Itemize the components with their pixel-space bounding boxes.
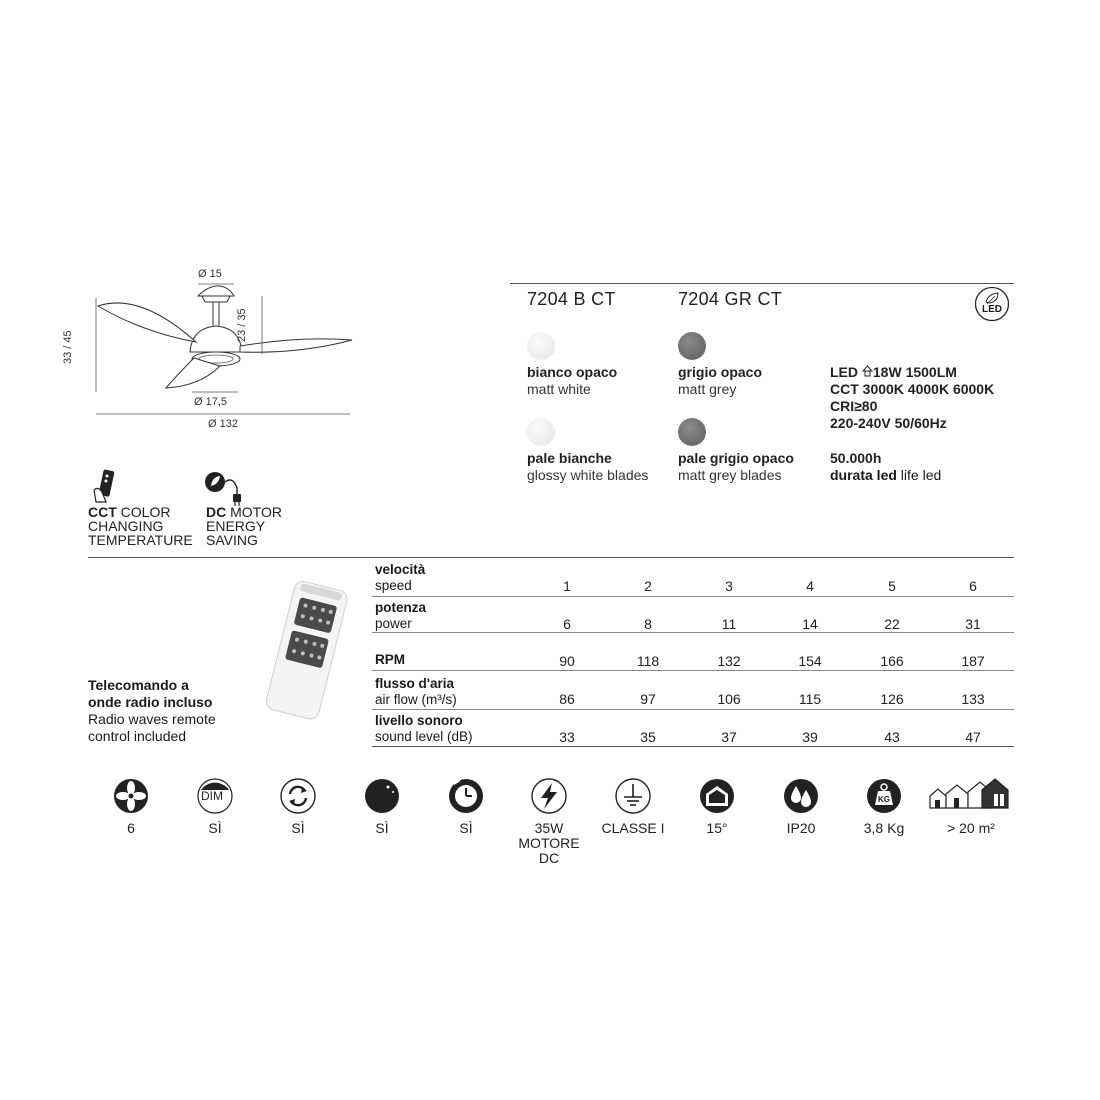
ip-rating-icon [779,776,829,816]
table-cell: 90 [559,653,575,669]
table-row-sound-label [375,713,473,745]
row-power-it: potenza [375,600,427,615]
table-cell: 31 [965,616,981,632]
table-bottom-divider [372,746,1014,747]
feature-cct-l2: CHANGING [88,518,164,534]
table-cell: 6 [969,578,977,594]
feature-dc-l2: ENERGY [206,518,266,534]
row-speed-it: velocità [375,562,426,577]
row-rpm-it: RPM [375,652,405,667]
table-cell: 166 [880,653,904,669]
table-cell: 154 [798,653,822,669]
weight-label: 3,8 Kg [863,820,905,836]
weight-icon [862,776,912,816]
feature-cct-l3: TEMPERATURE [88,532,193,548]
timer-label: SÌ [459,820,473,836]
table-cell: 22 [884,616,900,632]
blades-grey-it: pale grigio opaco [678,450,794,466]
blades-grey-en: matt grey blades [678,467,782,483]
feature-dc-l1: MOTOR [230,504,282,520]
row-airflow-it: flusso d'aria [375,676,454,691]
ceiling-angle-label: 15° [706,820,728,836]
weight-icon-text: KG [878,795,890,804]
table-cell: 43 [884,729,900,745]
row-divider-4 [372,709,1014,710]
motor-label-3: DC [538,850,560,866]
table-cell: 47 [965,729,981,745]
led-spec-voltage: 220-240V 50/60Hz [830,415,947,431]
row-divider-3 [372,670,1014,671]
table-cell: 33 [559,729,575,745]
ip-rating-label: IP20 [786,820,816,836]
swatch-matt-grey [678,332,706,360]
blades-white-en: glossy white blades [527,467,649,483]
row-speed-en: speed [375,578,412,593]
remote-description [88,677,216,745]
led-spec-prefix: LED [830,364,858,380]
night-mode-icon [360,776,410,816]
led-spec-life [830,467,941,484]
led-icon [974,286,1010,322]
table-cell: 126 [880,691,904,707]
dim-label: SÌ [208,820,222,836]
finish-white-en: matt white [527,381,591,397]
table-row-power-label [375,600,426,632]
remote-en-2: control included [88,728,187,744]
led-life-bold: durata led [830,467,897,483]
motor-label [504,821,594,866]
table-row-speed-label [375,562,425,594]
motor-icon [527,776,577,816]
feature-cct-l1: COLOR [120,504,171,520]
finish-white-it: bianco opaco [527,364,618,380]
dim-top-label: Ø 15 [198,268,222,280]
led-spec-cri: CRI≥80 [830,398,878,414]
led-spec-line1 [830,364,957,381]
dim-height-down-label: 23 / 35 [236,308,248,342]
led-spec-cct: CCT 3000K 4000K 6000K [830,381,995,397]
motor-label-2: MOTORE [518,835,580,851]
led-life-normal: life led [900,467,942,483]
reverse-icon [276,776,326,816]
fan-speed-icon [109,776,159,816]
fan-speed-label: 6 [127,820,135,836]
row-divider-2 [372,632,1014,633]
bulb-icon [862,365,873,378]
table-cell: 86 [559,691,575,707]
remote-en-1: Radio waves remote [88,711,216,727]
model-code-white: 7204 B CT [527,289,616,309]
led-spec-hours: 50.000h [830,450,882,466]
table-row-rpm-label [375,652,405,668]
feature-dc-l3: SAVING [206,532,258,548]
table-cell: 5 [888,578,896,594]
swatch-matt-white [527,332,555,360]
table-cell: 1 [563,578,571,594]
row-sound-en: sound level (dB) [375,729,473,744]
table-cell: 133 [961,691,985,707]
blades-white-it: pale bianche [527,450,612,466]
table-cell: 35 [640,729,656,745]
table-top-divider [88,557,1014,558]
row-power-en: power [375,616,412,631]
table-cell: 37 [721,729,737,745]
table-row-airflow-label [375,676,457,708]
table-cell: 8 [644,616,652,632]
room-size-label: > 20 m² [947,820,995,836]
finish-grey-it: grigio opaco [678,364,762,380]
table-cell: 187 [961,653,985,669]
dim-height-total-label: 33 / 45 [62,330,74,364]
earth-label: CLASSE I [601,820,665,836]
row-divider-1 [372,596,1014,597]
dim-icon [193,776,243,816]
dc-motor-icon [203,468,247,506]
table-cell: 97 [640,691,656,707]
row-airflow-en: air flow (m³/s) [375,692,457,707]
night-mode-label: SÌ [375,820,389,836]
table-cell: 39 [802,729,818,745]
remote-control-image [250,578,362,720]
row-sound-it: livello sonoro [375,713,463,728]
swatch-white-blades [527,418,555,446]
dim-width-label: Ø 132 [208,418,238,430]
remote-it-2: onde radio incluso [88,694,213,710]
top-divider [510,283,1014,284]
room-size-icon [928,776,1010,816]
table-cell: 115 [798,691,822,707]
feature-dc [206,505,282,547]
feature-cct-bold: CCT [88,504,117,520]
earth-icon [611,776,661,816]
table-cell: 3 [725,578,733,594]
finish-grey-en: matt grey [678,381,737,397]
feature-cct [88,505,193,547]
table-cell: 14 [802,616,818,632]
table-cell: 118 [636,653,660,669]
led-badge-label: LED [982,304,1002,315]
dim-light-label: Ø 17,5 [194,396,228,408]
table-cell: 132 [717,653,741,669]
reverse-label: SÌ [291,820,305,836]
motor-label-1: 35W [534,820,564,836]
table-cell: 2 [644,578,652,594]
ceiling-angle-icon [695,776,745,816]
swatch-grey-blades [678,418,706,446]
led-spec-power: 18W 1500LM [872,364,957,380]
feature-dc-bold: DC [206,504,227,520]
table-cell: 4 [806,578,814,594]
cct-remote-icon [90,468,122,504]
model-code-grey: 7204 GR CT [678,289,783,309]
remote-it-1: Telecomando a [88,677,189,693]
fan-dimension-drawing [62,262,370,432]
timer-icon [444,776,494,816]
table-cell: 11 [721,616,737,632]
dim-icon-text: DIM [201,789,223,803]
table-cell: 106 [717,691,741,707]
table-cell: 6 [563,616,571,632]
